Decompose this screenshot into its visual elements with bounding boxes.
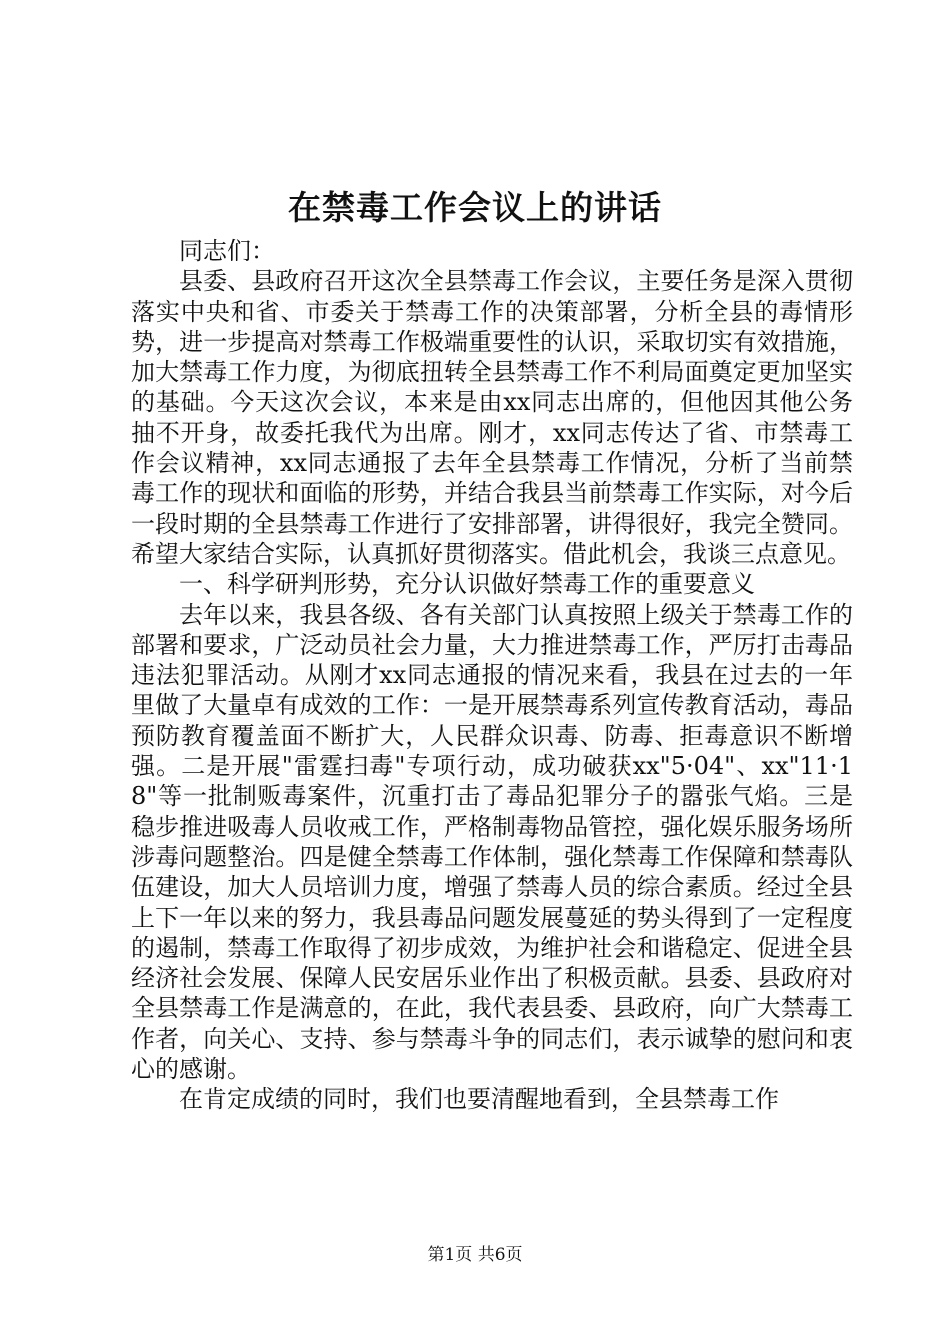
document-body bbox=[131, 236, 853, 1115]
salutation-paragraph: 同志们： bbox=[179, 237, 275, 265]
continuation-paragraph: 在肯定成绩的同时，我们也要清醒地看到，全县禁毒工作 bbox=[179, 1085, 779, 1114]
section-heading: 一、科学研判形势，充分认识做好禁毒工作的重要意义 bbox=[179, 570, 755, 599]
page-number-footer: 第1页 共6页 bbox=[427, 1245, 523, 1265]
achievements-paragraph: 去年以来，我县各级、各有关部门认真按照上级关于禁毒工作的部署和要求，广泛动员社会力量，大力推进禁毒工作，严厉打击毒品违法犯罪活动。从刚才xx同志通报的情况来看，我县在过去的一年里做了大量卓有成效的工作：一是开展禁毒系列宣传教育活动，毒品预防教育覆盖面不断扩大，人民群众识毒、防毒、拒毒意识不断增强。二是开展"雷霆扫毒"专项行动，成功破获xx"5·04"、xx"11·18"等一批制贩毒案件，沉重打击了毒品犯罪分子的嚣张气焰。三是稳步推进吸毒人员收戒工作，严格制毒物品管控，强化娱乐服务场所涉毒问题整治。四是健全禁毒工作体制，强化禁毒工作保障和禁毒队伍建设，加大人员培训力度，增强了禁毒人员的综合素质。经过全县上下一年以来的努力，我县毒品问题发展蔓延的势头得到了一定程度的遏制，禁毒工作取得了初步成效，为维护社会和谐稳定、促进全县经济社会发展、保障人民安居乐业作出了积极贡献。县委、县政府对全县禁毒工作是满意的，在此，我代表县委、县政府，向广大禁毒工作者，向关心、支持、参与禁毒斗争的同志们，表示诚挚的慰问和衷心的感谢。 bbox=[131, 600, 853, 1084]
intro-paragraph: 县委、县政府召开这次全县禁毒工作会议，主要任务是深入贯彻落实中央和省、市委关于禁毒工作的决策部署，分析全县的毒情形势，进一步提高对禁毒工作极端重要性的认识，采取切实有效措施，加大禁毒工作力度，为彻底扭转全县禁毒工作不利局面奠定更加坚实的基础。今天这次会议，本来是由xx同志出席的，但他因其他公务抽不开身，故委托我代为出席。刚才，xx同志传达了省、市禁毒工作会议精神，xx同志通报了去年全县禁毒工作情况，分析了当前禁毒工作的现状和面临的形势，并结合我县当前禁毒工作实际，对今后一段时期的全县禁毒工作进行了安排部署，讲得很好，我完全赞同。希望大家结合实际，认真抓好贯彻落实。借此机会，我谈三点意见。 bbox=[131, 267, 853, 568]
document-title: 在禁毒工作会议上的讲话 bbox=[288, 188, 662, 227]
